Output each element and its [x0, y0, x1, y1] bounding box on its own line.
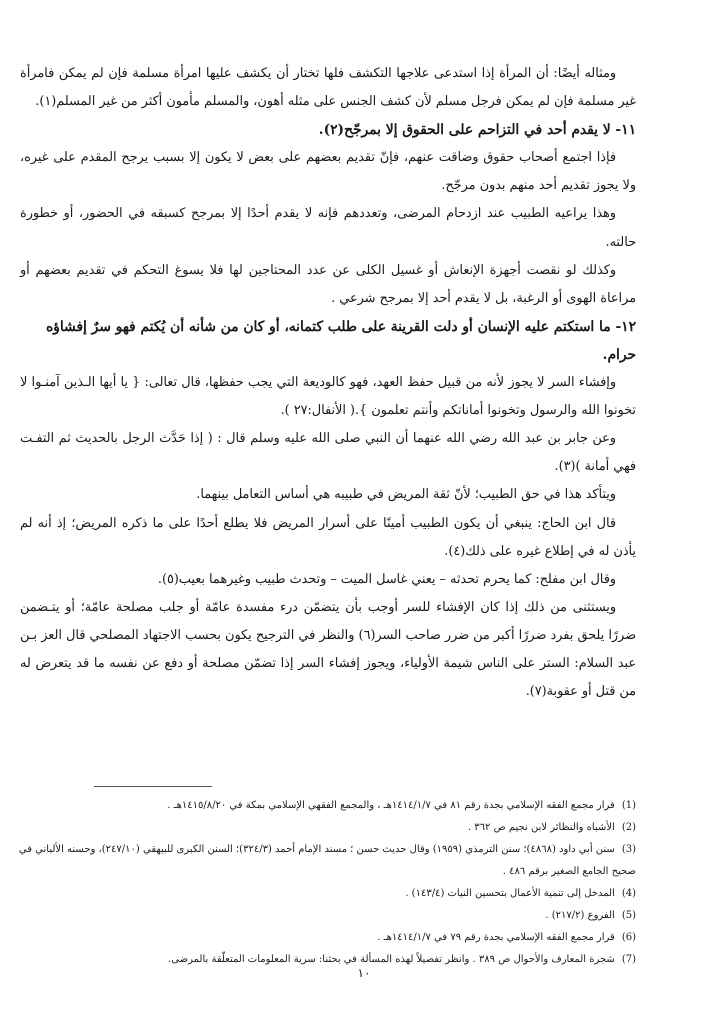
page-number: ١٠: [357, 966, 371, 980]
paragraph: وإفشاء السر لا يجوز لأنه من قبيل حفظ العهد، فهو كالوديعة التي يجب حفظها، قال تعالى: { يا أيها الـذين آمنـوا لا تخونوا الله والرسول وتخونوا أماناتكم وأنتم تعلمون }.( الأنفال:٢٧ ).: [20, 375, 636, 419]
footnote: [6, 817, 636, 839]
footnote-text: الفروع (٢١٧/٢) .: [545, 910, 615, 921]
paragraph: وكذلك لو نقصت أجهزة الإنعاش أو غسيل الكلى عن عدد المحتاجين لها فلا يسوغ التحكم في تقديم بعضهم أو مراعاة الهوى أو الرغبة، بل لا يقدم أحد إلا بمرجح شرعي .: [20, 262, 636, 306]
footnote-text: قرار مجمع الفقه الإسلامي بجدة رقم ٧٩ في ١٤١٤/١/٧هـ .: [377, 932, 615, 943]
paragraph: فإذا اجتمع أصحاب حقوق وضاقت عنهم، فإنّ تقديم بعضهم على بعض لا يكون إلا بسبب يرجح المقدم على غيره، ولا يجوز تقديم أحد منهم بدون مرجّح.: [20, 150, 636, 194]
footnote-number: (6): [621, 932, 636, 943]
footnote-number: (2): [621, 822, 636, 833]
paragraph: ويتأكد هذا في حق الطبيب؛ لأنّ ثقة المريض في طبيبه هي أساس التعامل بينهما.: [196, 487, 616, 503]
footnote: [6, 795, 636, 817]
paragraph: وعن جابر بن عبد الله رضي الله عنهما أن النبي صلى الله عليه وسلم قال : ( إذا حَدَّث الرجل بالحديث ثم التفـت فهي أمانة )(٣).: [20, 431, 636, 475]
footnote-number: (7): [621, 954, 636, 965]
footnote-text: شجرة المعارف والأحوال ص ٣٨٩ . وانظر تفصيلاً لهذه المسألة في بحثنا: سرية المعلومات المتعلّقة بالمرضى.: [168, 954, 615, 965]
footnote: [6, 927, 636, 949]
footnote-number: (4): [621, 888, 636, 899]
paragraph: ويستثنى من ذلك إذا كان الإفشاء للسر أوجب بأن يتضمّن درء مفسدة عامّة أو جلب مصلحة عامّة؛ أو يتـضمن ضررًا يلحق بفرد ضررًا أكبر من ضرر صاحب السر(٦) والنظر في الترجيح يكون بحسب الاجتهاد المصلحي قال العز بـن عبد السلام: الستر على الناس شيمة الأولياء، ويجوز إفشاء السر إذا تضمّن مصلحة أو دفع عن نفسه ما قد يتعرض له من قتل أو عقوبة(٧).: [20, 599, 636, 700]
rule-heading-11: ١١- لا يقدم أحد في التزاحم على الحقوق إلا بمرجّح(٢).: [318, 122, 636, 139]
footnote-divider: [94, 786, 212, 787]
footnote-number: (3): [621, 844, 636, 855]
footnote-text: الأشباه والنظائر لابن نجيم ص ٣٦٢ .: [467, 822, 615, 833]
footnote-text: قرار مجمع الفقه الإسلامي بجدة رقم ٨١ في ١٤١٤/١/٧هـ ، والمجمع الفقهي الإسلامي بمكة في ١٤١٥/٨/٢٠هـ .: [167, 800, 615, 811]
footnote-text: سنن أبي داود (٤٨٦٨)؛ سنن الترمذي (١٩٥٩) وقال حديث حسن ؛ مسند الإمام أحمد (٣٢٤/٣)؛ السنن الكبرى للبيهقي (٢٤٧/١٠)، وحسنه الألباني في صحيح الجامع الصغير برقم ٤٨٦ .: [18, 844, 636, 877]
footnote: [6, 839, 636, 883]
paragraph: ومثاله أيضًا: أن المرأة إذا استدعى علاجها التكشف فلها تختار أن يكشف عليها امرأة مسلمة فإن لم يمكن فامرأة غير مسلمة فإن لم يمكن فرجل مسلم لأن كشف الجنس على مثله أهون، والمسلم مأمون أكثر من غير المسلم(١).: [20, 66, 636, 110]
footnote-number: (5): [621, 910, 636, 921]
paragraph: وقال ابن مفلح: كما يحرم تحدثه – يعني غاسل الميت – وتحدث طبيب وغيرهما بعيب(٥).: [157, 571, 616, 587]
footnote-number: (1): [621, 800, 636, 811]
rule-heading-12: ١٢- ما استكتم عليه الإنسان أو دلت القرينة على طلب كتمانه، أو كان من شأنه أن يُكتم فهو سرٌ إفشاؤه حرام.: [45, 318, 636, 363]
footnote-text: المدخل إلى تنمية الأعمال بتحسين النيات (١٤٣/٤) .: [405, 888, 615, 899]
footnotes: [6, 795, 636, 971]
paragraph: وهذا يراعيه الطبيب عند ازدحام المرضى، وتعددهم فإنه لا يقدم أحدًا إلا بمرجح كسبقه في الحضور، أو خطورة حالته.: [20, 206, 636, 250]
paragraph: قال ابن الحاج: ينبغي أن يكون الطبيب أمينًا على أسرار المريض فلا يطلع أحدًا على ما ذكره المريض؛ إذ أنه لم يأذن له في إطلاع غيره على ذلك(٤).: [20, 515, 636, 559]
footnote: [6, 883, 636, 905]
footnote: [6, 905, 636, 927]
body-text: [20, 60, 636, 706]
